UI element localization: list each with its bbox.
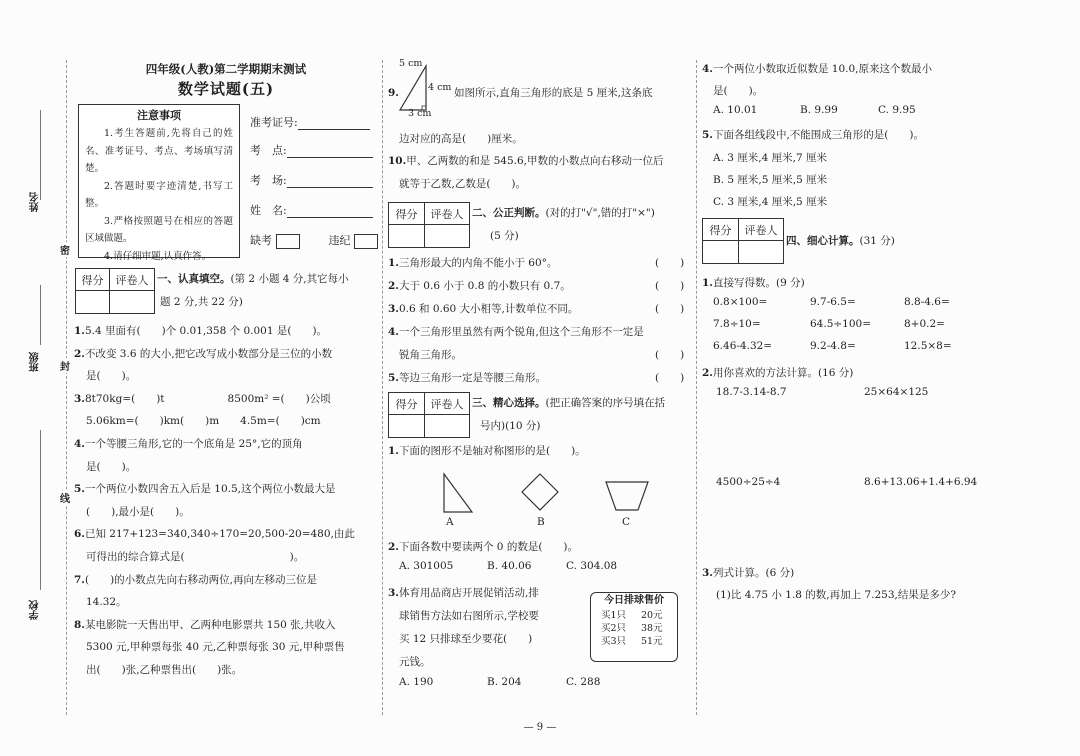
mental-math-item[interactable]: 8.8-4.6= [904, 296, 950, 308]
seal-xian: 线 [60, 490, 70, 505]
question-text: 三角形最大的内角不能小于 60°。 [398, 257, 558, 269]
question-number: 9. [388, 87, 399, 99]
shape-a-triangle[interactable] [444, 474, 472, 512]
shape-c-trapezoid[interactable] [606, 482, 648, 510]
choice-3-line-3: 买 12 只排球至少要花( ) [399, 633, 533, 645]
question-number: 10. [388, 155, 407, 167]
fill-question-9 [388, 82, 653, 105]
section-4-title: 四、细心计算。 [786, 235, 860, 247]
name-underline [40, 110, 41, 200]
question-number: 1. [702, 277, 713, 289]
score-box-2 [388, 202, 470, 248]
price-quantity: 买1只 [601, 610, 627, 621]
score-box-3 [388, 392, 470, 438]
score-box-4 [702, 218, 784, 264]
score-cell[interactable] [703, 241, 739, 263]
mental-math-item[interactable]: 12.5×8= [904, 340, 952, 352]
violation-box[interactable] [354, 234, 378, 249]
question-number: 3. [74, 392, 85, 405]
section-4-note: (31 分) [859, 235, 895, 247]
fill-question-cont [86, 501, 190, 524]
section-4-heading [786, 230, 895, 253]
fill-question [74, 433, 303, 456]
question-text: 直接写得数。(9 分) [712, 277, 805, 289]
section-1-note: (第 2 小题 4 分,其它每小 [230, 273, 349, 285]
question-text: 下面的图形不是轴对称图形的是( )。 [398, 445, 586, 457]
question-text: 下面各数中要读两个 0 的数是( )。 [398, 541, 579, 553]
question-text: 出( )张,乙种票售出( )张。 [86, 664, 243, 676]
question-text: 用你喜欢的方法计算。(16 分) [712, 367, 854, 379]
seal-feng: 封 [60, 358, 70, 373]
question-text: 5.06km=( )km( )m 4.5m=( )cm [86, 415, 321, 428]
judge-answer-blank[interactable]: ( ) [655, 303, 685, 315]
notice-title: 注意事项 [137, 109, 181, 122]
calc-question-1 [702, 272, 805, 295]
grader-cell[interactable] [425, 415, 469, 437]
absent-label: 缺考 [250, 234, 272, 247]
grader-label: 评卷人 [115, 273, 149, 287]
section-2-title: 二、公正判断。 [472, 207, 546, 219]
choice-3-line-2: 球销售方法如右图所示,学校要 [399, 610, 539, 622]
triangle-label-height: 4 cm [428, 82, 452, 93]
question-text: ( )的小数点先向右移动两位,再向左移动三位是 [84, 573, 317, 586]
mental-math-item[interactable]: 7.8÷10= [713, 318, 761, 330]
fill-question [74, 569, 317, 592]
choice-question-4 [702, 58, 932, 81]
price-board-title: 今日排球售价 [604, 595, 664, 606]
grader-cell[interactable] [425, 225, 469, 247]
question-number: 4. [388, 326, 399, 338]
price-value: 51元 [641, 636, 663, 647]
question-number: 1. [388, 257, 399, 269]
question-number: 1. [74, 325, 85, 337]
section-2-note-2: (5 分) [490, 230, 519, 242]
fill-question [74, 320, 327, 343]
question-text: 锐角三角形。 [399, 349, 462, 361]
calc-2-expr-3: 4500÷25÷4 [716, 476, 781, 488]
grader-cell[interactable] [739, 241, 783, 263]
question-text: 14.32。 [86, 596, 127, 609]
question-number: 2. [388, 280, 399, 292]
notice-box [78, 104, 240, 262]
score-label: 得分 [703, 219, 739, 240]
fill-question [74, 343, 332, 366]
shape-b-square[interactable] [522, 474, 558, 510]
student-name-label: 姓 名: [250, 204, 287, 217]
question-number: 3. [388, 303, 399, 315]
violation-label: 违纪 [328, 234, 351, 247]
judge-answer-blank[interactable]: ( ) [655, 349, 685, 361]
question-text: 甲、乙两数的和是 545.6,甲数的小数点向右移动一位后 [406, 155, 664, 167]
question-text: 等边三角形一定是等腰三角形。 [398, 372, 546, 384]
question-number: 5. [74, 483, 85, 496]
question-text: 某电影院一天售出甲、乙两种电影票共 150 张,共收入 [84, 618, 336, 631]
fill-question-10 [388, 150, 664, 173]
section-3-title: 三、精心选择。 [472, 397, 546, 409]
question-number: 4. [702, 63, 713, 75]
fill-question-9-cont: 边对应的高是( )厘米。 [399, 133, 523, 145]
section-3-note: (把正确答案的序号填在括 [545, 397, 666, 409]
question-number: 5. [702, 129, 713, 141]
fill-question-cont [86, 591, 127, 614]
calc-question-3 [702, 562, 794, 585]
choice-5-option-c[interactable]: C. 3 厘米,4 厘米,5 厘米 [713, 196, 828, 208]
price-value: 38元 [641, 623, 663, 634]
fill-question-10-cont: 就等于乙数,乙数是( )。 [399, 178, 527, 190]
triangle-label-base: 3 cm [408, 108, 432, 119]
volleyball-price-board [590, 592, 678, 662]
grade-title: 四年级(人教)第二学期期末测试 [145, 62, 307, 76]
calc-2-expr-2: 25×64×125 [864, 386, 929, 398]
grader-label: 评卷人 [430, 207, 464, 221]
price-row [591, 609, 677, 622]
mental-math-item[interactable]: 6.46-4.32= [713, 340, 773, 352]
judge-answer-blank[interactable]: ( ) [655, 280, 685, 292]
exam-room-field[interactable] [250, 172, 373, 188]
judge-question [388, 321, 644, 344]
price-value: 20元 [641, 610, 663, 621]
question-text: 5.4 里面有( )个 0.01,358 个 0.001 是( )。 [84, 325, 328, 337]
notice-item: 1.考生答题前,先将自己的姓名、准考证号、考点、考场填写清楚。 [85, 128, 233, 174]
name-label: 姓名 [30, 192, 41, 212]
shape-label-a: A [446, 516, 454, 528]
question-number: 2. [388, 541, 399, 553]
school-label: 学校 [30, 600, 41, 620]
question-text: 一个等腰三角形,它的一个底角是 25°,它的顶角 [84, 438, 303, 450]
choice-2-option-c[interactable]: C. 304.08 [566, 560, 618, 572]
section-3-note-2: 号内)(10 分) [480, 420, 541, 432]
exam-site-label: 考 点: [250, 144, 287, 157]
choice-4-option-b[interactable]: B. 9.99 [800, 104, 838, 116]
class-underline [40, 285, 41, 345]
question-number: 1. [388, 445, 399, 457]
fill-question-cont [86, 456, 136, 479]
fill-question-cont [86, 410, 321, 433]
seal-dashed-line [66, 60, 67, 715]
choice-question-1 [388, 440, 586, 463]
question-number: 4. [74, 438, 85, 450]
section-2-note: (对的打"√",错的打"×") [545, 207, 655, 219]
question-text: 8t70kg=( )t 8500m² =( )公顷 [84, 392, 331, 405]
triangle-label-hypotenuse: 5 cm [399, 58, 423, 69]
grader-label: 评卷人 [430, 397, 464, 411]
calc-3-sub-1: (1)比 4.75 小 1.8 的数,再加上 7.253,结果是多少? [716, 589, 957, 601]
question-text: 是( )。 [86, 460, 137, 473]
choice-2-option-b[interactable]: B. 40.06 [487, 560, 532, 572]
calc-question-2 [702, 362, 853, 385]
judge-question [388, 298, 578, 321]
choice-5-option-a[interactable]: A. 3 厘米,4 厘米,7 厘米 [713, 152, 827, 164]
school-underline [40, 430, 41, 590]
column-divider-1 [382, 60, 383, 715]
fill-question-cont [86, 365, 136, 388]
student-name-blank[interactable] [287, 204, 373, 218]
fill-question [74, 614, 336, 637]
grader-label: 评卷人 [744, 223, 778, 237]
choice-question-2 [388, 536, 578, 559]
fill-question-cont [86, 546, 304, 569]
judge-answer-blank[interactable]: ( ) [655, 372, 685, 384]
choice-2-option-a[interactable]: A. 301005 [399, 560, 454, 572]
choice-4-option-a[interactable]: A. 10.01 [713, 104, 758, 116]
question-number: 5. [388, 372, 399, 384]
exam-number-field[interactable] [250, 114, 370, 130]
seal-mi: 密 [60, 242, 70, 257]
price-row [591, 622, 677, 635]
judge-answer-blank[interactable]: ( ) [655, 257, 685, 269]
question-text: 大于 0.6 小于 0.8 的小数只有 0.7。 [398, 280, 571, 292]
class-label: 班级 [30, 352, 41, 372]
choice-3-option-b[interactable]: B. 204 [487, 676, 522, 688]
score-cell[interactable] [389, 415, 425, 437]
student-name-field[interactable] [250, 202, 373, 218]
notice-item: 2.答题时要字迹清楚,书写工整。 [85, 180, 233, 209]
score-cell[interactable] [389, 225, 425, 247]
section-1-note-2: 题 2 分,共 22 分) [160, 296, 243, 308]
question-number: 2. [74, 347, 85, 360]
price-quantity: 买2只 [601, 623, 627, 634]
question-text: 是( )。 [86, 370, 137, 383]
notice-item: 4.请仔细审题,认真作答。 [104, 250, 212, 262]
choice-4-option-c[interactable]: C. 9.95 [878, 104, 916, 116]
section-1-heading [157, 268, 349, 291]
question-number: 3. [388, 587, 399, 599]
exam-title: 数学试题(五) [177, 80, 275, 98]
question-text: 一个两位小数四舍五入后是 10.5,这个两位小数最大是 [84, 483, 336, 496]
question-text: 一个三角形里虽然有两个锐角,但这个三角形不一定是 [398, 326, 644, 338]
exam-site-field[interactable] [250, 142, 373, 158]
score-label: 得分 [389, 203, 425, 224]
calc-2-expr-4: 8.6+13.06+1.4+6.94 [864, 476, 978, 488]
mental-math-item[interactable]: 8+0.2= [904, 318, 945, 330]
binding-sidebar [0, 0, 70, 756]
question-text: 如图所示,直角三角形的底是 5 厘米,这条底 [453, 87, 653, 99]
judge-question-cont [399, 344, 462, 367]
fill-question-cont [86, 659, 242, 682]
question-text: ( ),最小是( )。 [86, 505, 190, 518]
fill-question-cont [86, 636, 345, 659]
score-box-1 [75, 268, 155, 314]
question-number: 7. [74, 573, 85, 586]
question-text: 已知 217+123=340,340÷170=20,500-20=480,由此 [84, 528, 355, 541]
header [72, 60, 380, 100]
question-text: 可得出的综合算式是( )。 [86, 551, 305, 563]
calc-2-expr-1: 18.7-3.14-8.7 [716, 386, 787, 398]
choice-3-line-4: 元钱。 [399, 656, 431, 668]
question-text: 下面各组线段中,不能围成三角形的是( )。 [712, 129, 924, 141]
choice-question-3 [388, 582, 539, 605]
choice-question-5 [702, 124, 924, 147]
question-text: 0.6 和 0.60 大小相等,计数单位不同。 [398, 303, 579, 315]
judge-question [388, 252, 557, 275]
question-text: 体育用品商店开展促销活动,排 [398, 587, 539, 599]
question-text: 列式计算。(6 分) [712, 567, 795, 579]
grader-cell[interactable] [110, 291, 154, 313]
absent-box[interactable] [276, 234, 300, 249]
mental-math-item[interactable]: 64.5÷100= [810, 318, 872, 330]
judge-question [388, 275, 571, 298]
mental-math-item[interactable]: 9.7-6.5= [810, 296, 856, 308]
choice-3-option-c[interactable]: C. 288 [566, 676, 601, 688]
shape-options-figure [430, 470, 650, 516]
page-number: — 9 — [523, 722, 557, 733]
question-number: 3. [702, 567, 713, 579]
question-number: 2. [702, 367, 713, 379]
exam-number-blank[interactable] [298, 116, 370, 130]
shape-label-b: B [537, 516, 545, 528]
fill-question [74, 523, 355, 546]
exam-number-label: 准考证号: [250, 116, 298, 129]
price-row [591, 635, 677, 648]
question-number: 6. [74, 528, 85, 541]
mental-math-item[interactable]: 0.8×100= [713, 296, 768, 308]
fill-question [74, 388, 331, 411]
section-3-heading [472, 392, 665, 415]
exam-room-blank[interactable] [287, 174, 373, 188]
exam-site-blank[interactable] [287, 144, 373, 158]
section-2-heading [472, 202, 655, 225]
question-text: 不改变 3.6 的大小,把它改写成小数部分是三位的小数 [84, 347, 333, 360]
question-number: 8. [74, 618, 85, 631]
section-1-title: 一、认真填空。 [157, 273, 231, 285]
shape-label-c: C [622, 516, 631, 528]
notice-item: 3.严格按照题号在相应的答题区域做题。 [85, 215, 233, 244]
choice-4-line-2: 是( )。 [713, 85, 764, 97]
mental-math-item[interactable]: 9.2-4.8= [810, 340, 856, 352]
judge-question [388, 367, 546, 390]
choice-5-option-b[interactable]: B. 5 厘米,5 厘米,5 厘米 [713, 174, 828, 186]
score-cell[interactable] [76, 291, 110, 313]
choice-3-option-a[interactable]: A. 190 [399, 676, 434, 688]
column-divider-2 [696, 60, 697, 715]
price-quantity: 买3只 [601, 636, 627, 647]
question-text: 一个两位小数取近似数是 10.0,原来这个数最小 [712, 63, 933, 75]
fill-question [74, 478, 336, 501]
score-label: 得分 [389, 393, 425, 414]
absent-violation-row [250, 232, 378, 249]
question-text: 5300 元,甲种票每张 40 元,乙种票每张 30 元,甲种票售 [86, 641, 345, 654]
exam-room-label: 考 场: [250, 174, 287, 187]
score-label: 得分 [76, 269, 110, 290]
